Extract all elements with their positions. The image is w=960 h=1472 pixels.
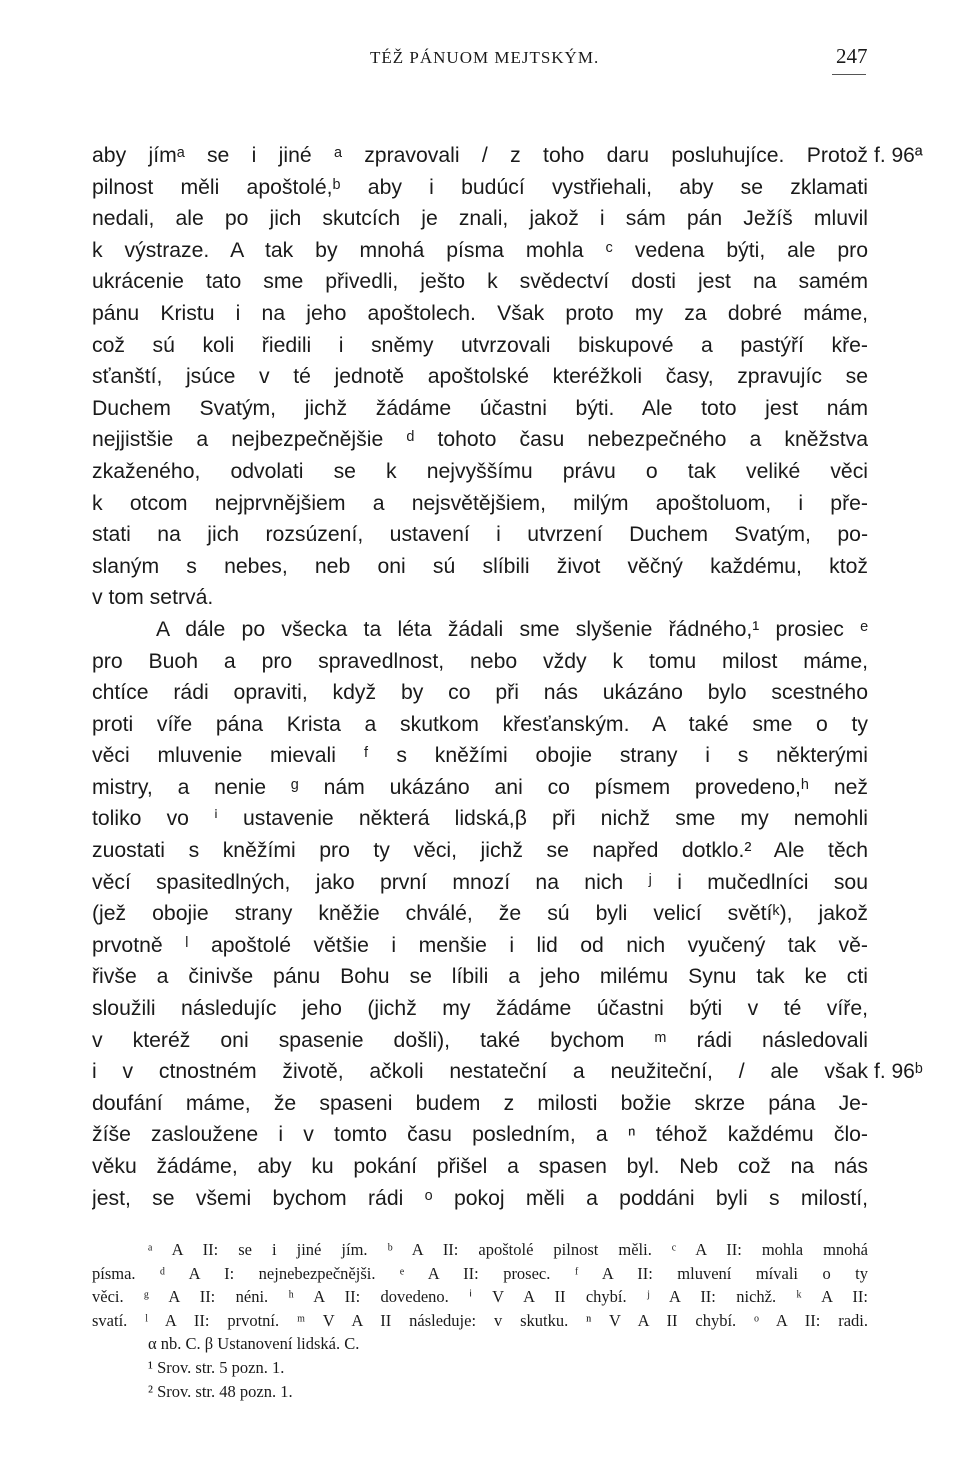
text-line: což sú koli řiedili i sněmy utvrzovali biskupové a pastýří kře-: [92, 333, 868, 357]
text-line: pilnost měli apoštolé,ᵇ aby i budúcí vystřiehali, aby se zklamati: [92, 175, 868, 199]
text-line: k výstraze. A tak by mnohá písma mohla ᶜ vedena býti, ale pro: [92, 238, 868, 262]
footnote-line: svatí. ˡ A II: prvotní. ᵐ V A II následuje: v skutku. ⁿ V A II chybí. ᵒ A II: radi.: [92, 1310, 868, 1330]
text-line: sťanští, jsúce v té jednotě apoštolské kteréžkoli časy, zpravujíc se: [92, 365, 868, 389]
footnote-line: ¹ Srov. str. 5 pozn. 1.: [148, 1357, 285, 1377]
text-line: i v ctnostném životě, ačkoli nestateční a neužiteční, / ale však: [92, 1060, 868, 1084]
text-line: chtíce rádi opraviti, když by co při nás ukázáno bylo scestného: [92, 681, 868, 705]
text-line: zkaženého, odvolati se k nejvyššímu právu o tak veliké věci: [92, 459, 868, 483]
text-line: mistry, a nenie ᵍ nám ukázáno ani co písmem provedeno,ʰ než: [92, 775, 868, 799]
text-line: prvotně ˡ apoštolé většie i menšie i lid od nich vyučený tak vě-: [92, 933, 868, 957]
text-line: Duchem Svatým, jichž žádáme účastni býti. Ale toto jest nám: [92, 396, 868, 420]
text-line: věci mluvenie mievali ᶠ s kněžími obojie strany i s některými: [92, 744, 868, 768]
paragraph-end-line: v tom setrvá.: [92, 586, 214, 610]
page-header: [0, 44, 960, 74]
text-line: proti víře pána Krista a skutkom křesťanským. A také sme o ty: [92, 712, 868, 736]
running-head: TÉŽ PÁNUOM MEJTSKÝM.: [370, 48, 600, 67]
header-rule: [832, 74, 866, 75]
text-line: pánu Kristu i na jeho apoštolech. Však proto my za dobré máme,: [92, 301, 868, 325]
footnote-line: ² Srov. str. 48 pozn. 1.: [148, 1381, 293, 1401]
text-line: nedali, ale po jich skutcích je znali, jakož i sám pán Ježíš mluvil: [92, 207, 868, 231]
text-line: slaným s nebes, neb oni sú slíbili život věčný každému, ktož: [92, 554, 868, 578]
text-line: v kteréž oni spasenie došli), také bychom ᵐ rádi následovali: [92, 1028, 868, 1052]
paragraph-start-line: A dále po všecka ta léta žádali sme slyšenie řádného,¹ prosiec ᵉ: [156, 617, 868, 641]
footnote-line: α nb. C. β Ustanovení lidská. C.: [148, 1334, 360, 1354]
text-line: sloužili následujíc jeho (jichž my žádáme účastni býti v té víře,: [92, 997, 868, 1021]
footnotes: [92, 1238, 868, 1403]
text-line: ukrácenie tato sme přivedli, ješto k svědectví dosti jest na samém: [92, 270, 868, 294]
text-line: toliko vo ⁱ ustavenie některá lidská,β při nichž sme my nemohli: [92, 807, 868, 831]
text-line: (jež obojie strany kněžie chválé, že sú byli velicí světíᵏ), jakož: [92, 902, 868, 926]
text-line: k otcom nejprvnějšiem a nejsvětějšiem, milým apoštoluom, i pře-: [92, 491, 868, 515]
text-line: aby jímᵃ se i jiné ᵃ zpravovali / z toho daru posluhujíce. Protož: [92, 144, 868, 167]
text-line: nejjistšie a nejbezpečnějšie ᵈ tohoto času nebezpečného a kněžstva: [92, 428, 868, 452]
text-line: pro Buoh a pro spravedlnost, nebo vždy k tomu milost máme,: [92, 649, 868, 673]
footnote-line: písma. ᵈ A I: nejnebezpečnějši. ᵉ A II: prosec. ᶠ A II: mluvení mívali o ty: [92, 1263, 868, 1283]
text-line: věku žádáme, aby ku pokání přišel a spasen byl. Neb což na nás: [92, 1155, 868, 1178]
folio-marker-96b: f. 96ᵇ: [874, 1060, 923, 1083]
text-line: věcí spasitedlných, jako první mnozí na nich ʲ i mučedlníci sou: [92, 870, 868, 894]
text-line: řivše a činivše pánu Bohu se líbili a jeho milému Synu tak ke cti: [92, 965, 868, 989]
text-line: stati na jich rozsúzení, ustavení i utvrzení Duchem Svatým, po-: [92, 523, 868, 547]
text-line: doufání máme, že spaseni budem z milosti božie skrze pána Je-: [92, 1091, 868, 1115]
footnote-line: ᵃ A II: se i jiné jím. ᵇ A II: apoštolé pilnost měli. ᶜ A II: mohla mnohá: [148, 1240, 868, 1259]
folio-marker-96a: f. 96ª: [874, 144, 923, 167]
page-number: 247: [836, 44, 868, 68]
body-text: [92, 140, 868, 1214]
footnote-line: věci. ᵍ A II: néni. ʰ A II: dovedeno. ⁱ V A II chybí. ʲ A II: nichž. ᵏ A II:: [92, 1287, 868, 1307]
text-line: jest, se všemi bychom rádi ᵒ pokoj měli a poddáni byli s milostí,: [92, 1186, 868, 1210]
text-line: zuostati s kněžími pro ty věci, jichž se napřed dotklo.² Ale těch: [92, 839, 868, 863]
text-line: žíše zasloužene i v tomto času posledním, a ⁿ téhož každému člo-: [92, 1123, 868, 1147]
